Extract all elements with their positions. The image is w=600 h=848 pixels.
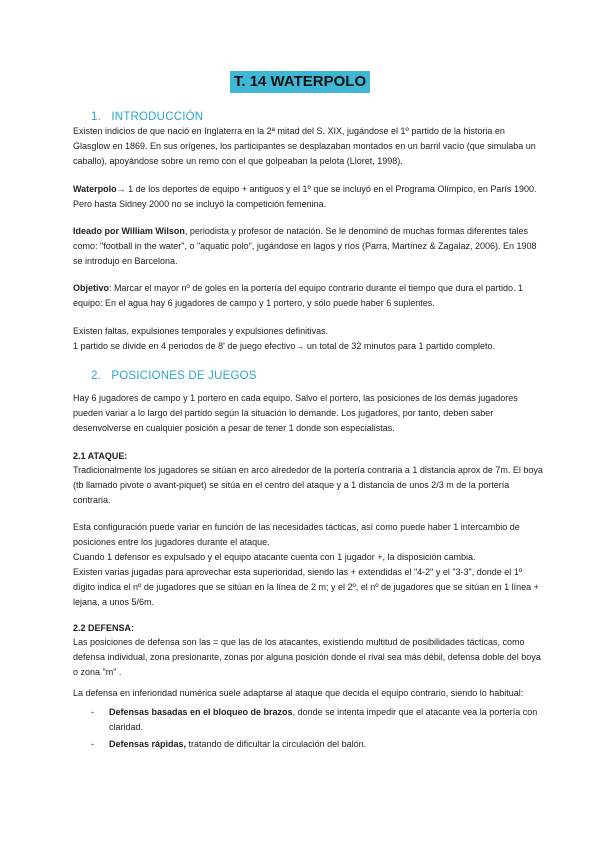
- ataque-paragraph-arco: Tradicionalmente los jugadores se sitúan en arco alrededor de la portería contraria a 1 distancia aprox de 7m. El boya (tb llamado pivote o avant-piquet) se sitúa en el centro del ataque y a 1 distancia de unos 2/3 m de la portería contraria.: [73, 465, 543, 505]
- intro-paragraph-objetivo: [73, 281, 543, 311]
- intro-paragraph-wilson: [73, 224, 543, 269]
- title-container: [0, 71, 600, 93]
- document-title: T. 14 WATERPOLO: [230, 71, 370, 93]
- section-number: 1.: [91, 111, 101, 123]
- bullet-dash: -: [91, 739, 94, 749]
- list-item: [73, 737, 543, 752]
- intro-paragraph-origins: Existen indicios de que nació en Inglaterra en la 2ª mitad del S. XIX, jugándose el 1º partido de la historia en Glasglow en 1869. En sus orígenes, los participantes se desplazaban montados en un barril vacío (que simulaba un caballo), apoyándose sobre un remo con el que golpeaban la pelota (Lloret, 1998).: [73, 126, 536, 166]
- intro-paragraph-faltas: [73, 324, 543, 354]
- paragraph-line: Existen faltas, expulsiones temporales y expulsiones definitivas.: [73, 326, 329, 336]
- section-title: POSICIONES DE JUEGOS: [111, 370, 257, 382]
- paragraph-line: 1 partido se divide en 4 periodos de 8' de juego efectivo→ un total de 32 minutos para 1 partido completo.: [73, 341, 495, 351]
- bullet-dash: -: [91, 707, 94, 717]
- paragraph-text: Cuando 1 defensor es expulsado y el equipo atacante cuenta con 1 jugador +, la disposición cambia.: [73, 552, 476, 562]
- paragraph-text: Existen varias jugadas para aprovechar esta superioridad, siendo las + extendidas el "4-2" y el "3-3", donde el 1º dígito indica el nº de jugadores que se sitúan en la línea de 2 m; y el 2º, el nº de jugadores que se sitúan en 1 línea + lejana, a unos 5/6m.: [73, 567, 539, 607]
- bold-term: Defensas rápidas,: [109, 739, 187, 749]
- list-item-text: , donde se intenta impedir que el atacante vea la portería con claridad.: [109, 707, 538, 732]
- list-item-text: tratando de dificultar la circulación del balón.: [186, 739, 367, 749]
- defensa-bullet-list: [73, 705, 543, 754]
- section-title: INTRODUCCIÓN: [111, 111, 204, 123]
- subsection-heading-defensa: 2.2 DEFENSA:: [73, 623, 135, 633]
- bold-term: Waterpolo: [73, 184, 117, 194]
- section-heading-introduccion: [91, 110, 203, 124]
- intro-paragraph-waterpolo: [73, 182, 543, 212]
- defensa-paragraph-posiciones: Las posiciones de defensa son las = que las de los atacantes, existiendo multitud de posibilidades tácticas, como defensa individual, zona presionante, zonas por alguna posición donde el rival sea más débil, defensa doble del boya o zona "m" .: [73, 637, 541, 677]
- paragraph-text: , periodista y profesor de natación. Se le denominó de muchas formas diferentes tales como: "football in the water", o "aquatic polo", jugándose en lagos y ríos (Parra, Martínez & Zagalaz, 2006). En 1908 se introdujo en Barcelona.: [73, 226, 537, 266]
- bold-term: Objetivo: [73, 283, 110, 293]
- bold-term: Ideado por William Wilson: [73, 226, 185, 236]
- subsection-heading-ataque: 2.1 ATAQUE:: [73, 451, 128, 461]
- paragraph-text: → 1 de los deportes de equipo + antiguos y el 1º que se incluyó en el Programa Olímpico, en París 1900. Pero hasta Sidney 2000 no se incluyó la competición femenina.: [73, 184, 537, 209]
- section-heading-posiciones: [91, 369, 257, 383]
- ataque-paragraph-configuracion: [73, 520, 543, 610]
- paragraph-text: : Marcar el mayor nº de goles en la portería del equipo contrario durante el tiempo que dura el partido. 1 equipo: En el agua hay 6 jugadores de campo y 1 portero, y sólo puede haber 6 suplentes.: [73, 283, 524, 308]
- posiciones-paragraph: Hay 6 jugadores de campo y 1 portero en cada equipo. Salvo el portero, las posiciones de los demás jugadores pueden variar a lo largo del partido según la situación lo demande. Los jugadores, por tanto, deben saber desenvolverse en cualquier posición a pesar de tener 1 donde son especialistas.: [73, 393, 518, 433]
- bold-term: Defensas basadas en el bloqueo de brazos: [109, 707, 293, 717]
- paragraph-text: Esta configuración puede variar en función de las necesidades tácticas, así como puede haber 1 intercambio de posiciones entre los jugadores durante el ataque.: [73, 522, 520, 547]
- list-item: [73, 705, 543, 735]
- defensa-paragraph-inferioridad: La defensa en inferioridad numérica suele adaptarse al ataque que decida el equipo contrario, siendo lo habitual:: [73, 688, 524, 698]
- section-number: 2.: [91, 370, 101, 382]
